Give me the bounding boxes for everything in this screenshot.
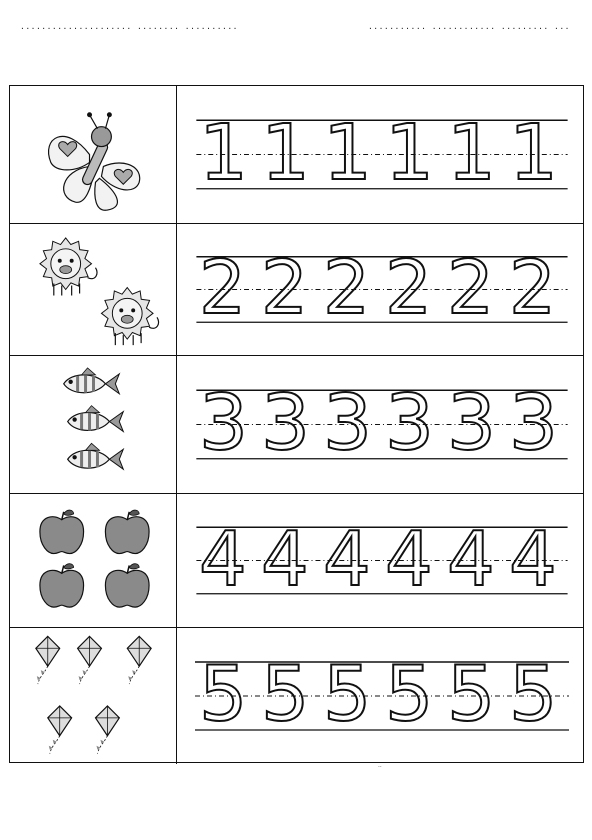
trace-digit: 2 — [509, 245, 557, 331]
trace-digit: 1 — [447, 108, 496, 198]
fish-icon — [64, 368, 120, 394]
trace-digit: 5 — [447, 649, 496, 738]
trace-digit: 3 — [199, 378, 248, 468]
trace-digit: 1 — [509, 108, 558, 198]
picture-cell — [10, 224, 177, 355]
kite-icon — [95, 706, 119, 754]
trace-digit: 4 — [385, 514, 433, 603]
date-line: ........... ............ ......... ... — [367, 22, 570, 31]
trace-digit: 3 — [323, 378, 372, 468]
trace-cell — [177, 86, 583, 223]
trace-digit: 4 — [199, 514, 247, 603]
tracing-row-2 — [10, 224, 583, 356]
trace-digit: 2 — [385, 245, 433, 331]
trace-digit: 2 — [199, 245, 247, 331]
trace-digit: 1 — [199, 108, 248, 198]
trace-digit: 4 — [323, 514, 371, 603]
tracing-row-3 — [10, 356, 583, 494]
trace-digit: 2 — [261, 245, 309, 331]
kite-icon — [78, 636, 102, 684]
number-tracing-table — [9, 85, 584, 763]
apple-icon — [40, 510, 84, 553]
tracing-row-4 — [10, 494, 583, 628]
trace-digit: 4 — [447, 514, 495, 603]
fish-icon — [68, 443, 124, 469]
trace-cell — [177, 494, 583, 627]
footer-mark: .. — [378, 762, 382, 769]
trace-digit: 3 — [385, 378, 434, 468]
trace-digit: 3 — [509, 378, 558, 468]
count-picture — [10, 224, 176, 355]
trace-digit: 4 — [261, 514, 309, 603]
kite-icon — [36, 636, 60, 684]
trace-digit: 5 — [323, 649, 372, 738]
apple-icon — [105, 564, 149, 607]
trace-digit: 1 — [385, 108, 434, 198]
trace-cell — [177, 224, 583, 355]
count-picture — [10, 494, 176, 627]
count-picture — [10, 356, 176, 493]
tracing-row-5 — [10, 628, 583, 764]
trace-digit: 5 — [509, 649, 558, 738]
trace-cell — [177, 356, 583, 493]
trace-digit: 2 — [323, 245, 371, 331]
apple-icon — [105, 510, 149, 553]
name-line: ..................... ........ .......... — [20, 22, 238, 31]
kite-icon — [48, 706, 72, 754]
trace-digit: 3 — [447, 378, 496, 468]
picture-cell — [10, 356, 177, 493]
picture-cell — [10, 628, 177, 764]
fish-icon — [68, 406, 124, 432]
butterfly-icon — [49, 112, 140, 210]
lion-icon — [101, 288, 158, 346]
trace-digit: 1 — [323, 108, 372, 198]
trace-digit: 2 — [447, 245, 495, 331]
kite-icon — [127, 636, 151, 684]
count-picture — [10, 86, 176, 223]
count-picture — [10, 628, 176, 764]
picture-cell — [10, 494, 177, 627]
apple-icon — [40, 564, 84, 607]
picture-cell — [10, 86, 177, 223]
trace-digit: 3 — [261, 378, 310, 468]
trace-digit: 5 — [261, 649, 310, 738]
trace-digit: 5 — [199, 649, 248, 738]
trace-digit: 5 — [385, 649, 434, 738]
tracing-row-1 — [10, 86, 583, 224]
trace-cell — [177, 628, 583, 764]
trace-digit: 4 — [509, 514, 557, 603]
lion-icon — [40, 238, 97, 296]
trace-digit: 1 — [261, 108, 310, 198]
